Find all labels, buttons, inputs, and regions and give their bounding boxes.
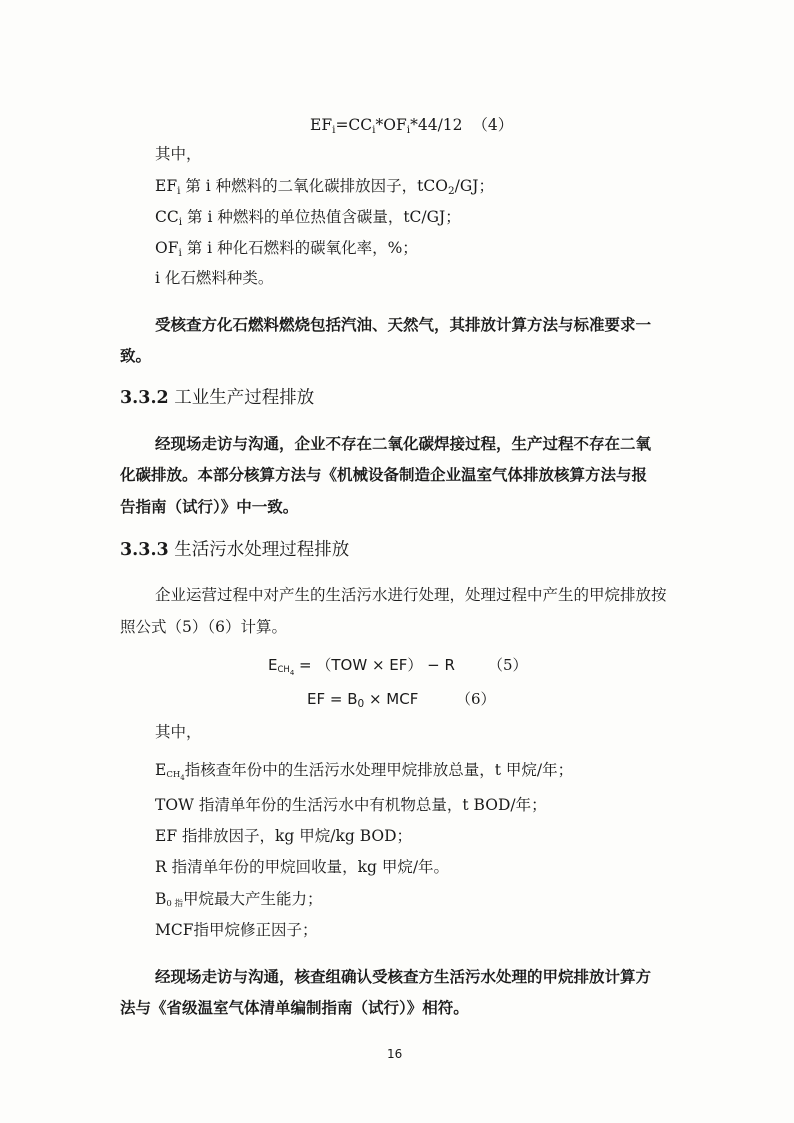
equation-number-5: （5） (488, 656, 528, 674)
formula-6: EF = $B_0$ × MCF (307, 690, 419, 710)
paragraph-conclusion-line1: 经现场走访与沟通，核查组确认受核查方生活污水处理的甲烷排放计算方 (155, 967, 652, 986)
definition-r: R 指清单年份的甲烷回收量，kg 甲烷/年。 (155, 858, 450, 876)
formula-4: $EF_i=CC_i*OF_i*44/12$ （4） (310, 116, 514, 136)
paragraph-industrial-line1: 经现场走访与沟通，企业不存在二氧化碳焊接过程，生产过程不存在二氧 (155, 434, 652, 453)
definition-mcf: MCF指甲烷修正因子； (155, 921, 318, 939)
equation-number-6: （6） (456, 690, 496, 708)
where-label: 其中， (155, 145, 202, 163)
page-number: 16 (387, 1047, 403, 1061)
section-heading-3-3-3: 3.3.3 生活污水处理过程排放 (120, 540, 350, 560)
definition-ef-factor: EF 指排放因子，kg 甲烷/kg BOD； (155, 827, 413, 845)
definition-ef: $EF_i$ 第 i 种燃料的二氧化碳排放因子，tCO$_2$/GJ； (155, 177, 494, 197)
paragraph-industrial-line2: 化碳排放。本部分核算方法与《机械设备制造企业温室气体排放核算方法与报 (120, 465, 648, 484)
formula-5: $ECH_4 = (TOW \times EF) - R$ (268, 656, 455, 677)
definition-i: i 化石燃料种类。 (155, 269, 274, 287)
definition-cc: $CC_i$ 第 i 种燃料的单位热值含碳量，tC/GJ； (155, 208, 461, 228)
where-label-2: 其中， (155, 723, 202, 741)
definition-ech4: $ECH_4$指核查年份中的生活污水处理甲烷排放总量，t 甲烷/年； (155, 761, 574, 782)
paragraph-sewage-line1: 企业运营过程中对产生的生活污水进行处理，处理过程中产生的甲烷排放按 (155, 586, 667, 604)
paragraph-sewage-line2: 照公式（5）（6）计算。 (120, 618, 287, 636)
section-heading-3-3-2: 3.3.2 工业生产过程排放 (120, 388, 315, 408)
paragraph-fuel-line1: 受核查方化石燃料燃烧包括汽油、天然气，其排放计算方法与标准要求一 (155, 315, 652, 334)
equation-number: （4） (472, 116, 514, 134)
paragraph-industrial-line3: 告指南（试行）》中一致。 (120, 497, 299, 516)
paragraph-fuel-line2: 致。 (120, 346, 152, 365)
definition-of: $OF_i$ 第 i 种化石燃料的碳氧化率，%； (155, 239, 418, 259)
definition-tow: TOW 指清单年份的生活污水中有机物总量，t BOD/年； (155, 796, 547, 814)
paragraph-conclusion-line2: 法与《省级温室气体清单编制指南（试行）》相符。 (120, 998, 469, 1017)
definition-b0: B0 指甲烷最大产生能力； (155, 890, 323, 909)
